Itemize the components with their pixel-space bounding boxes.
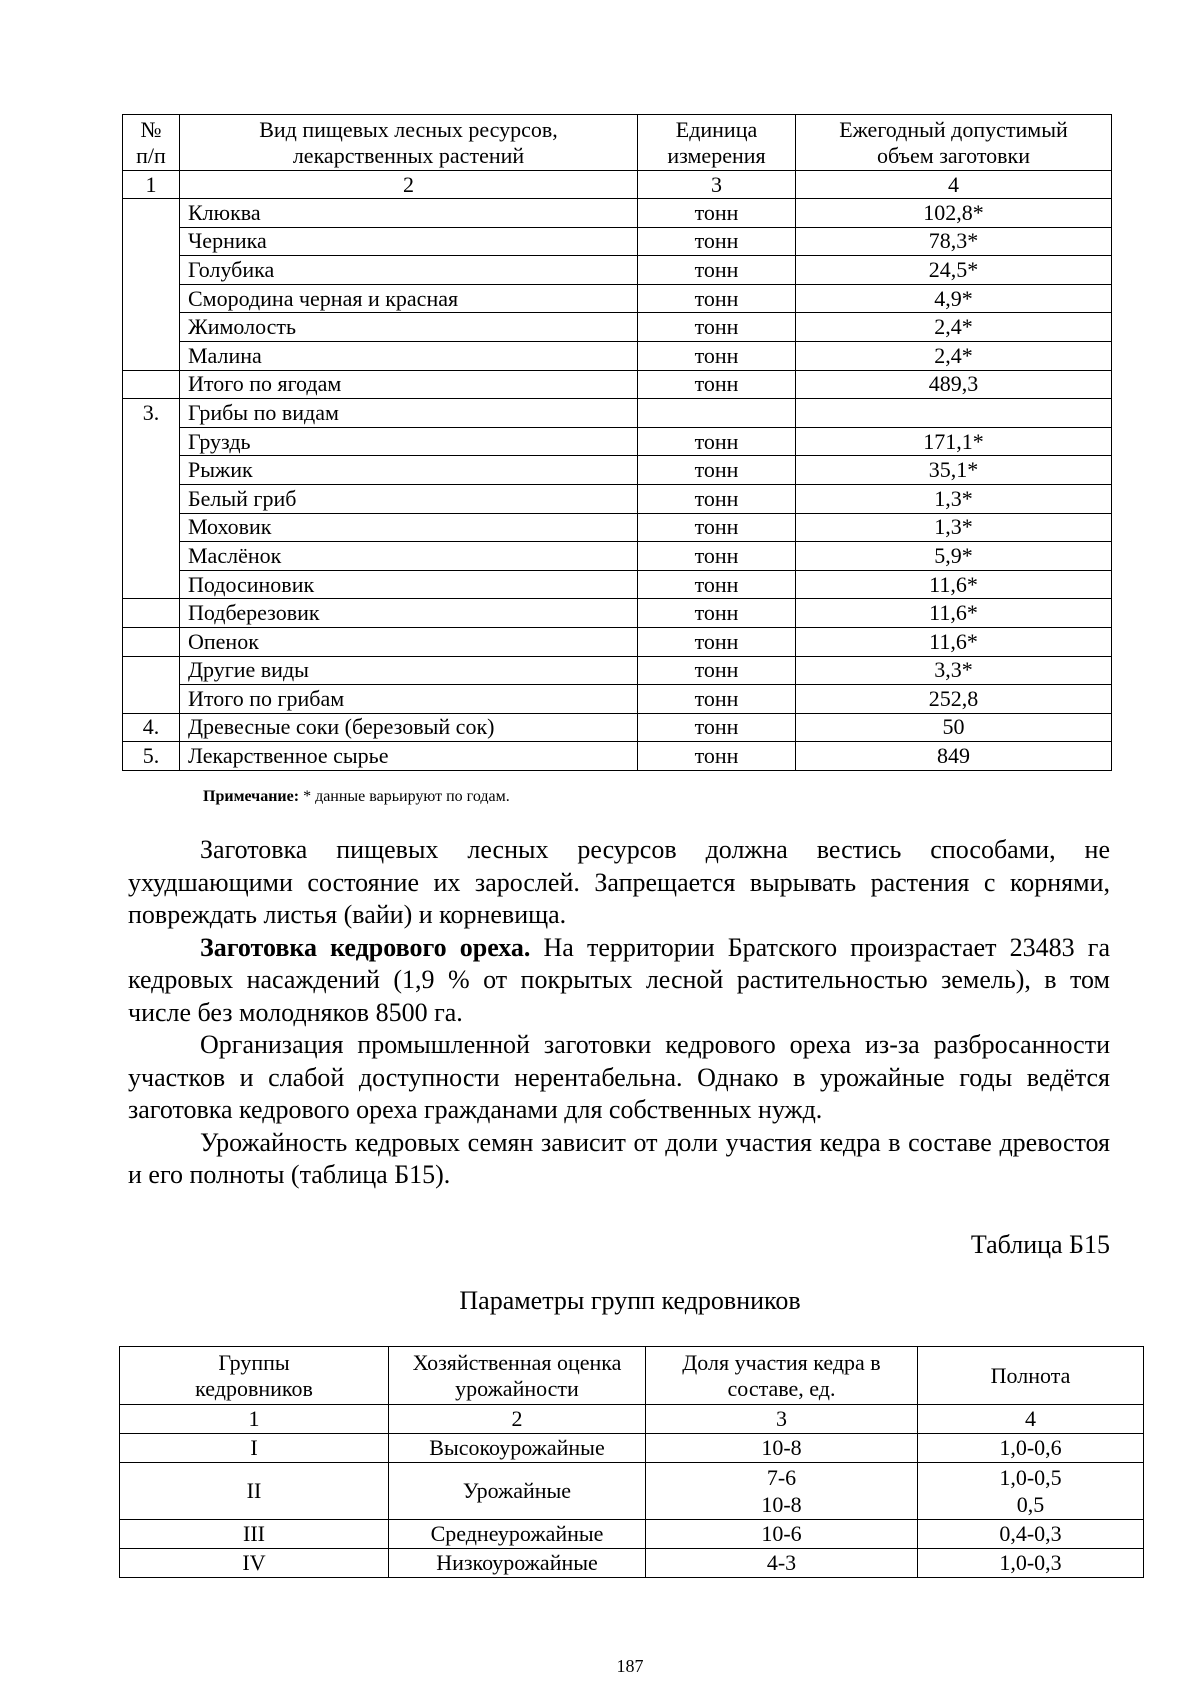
table-note <box>203 788 510 806</box>
resource-name: Древесные соки (березовый сок) <box>180 713 638 742</box>
volume-cell: 5,9* <box>796 542 1112 571</box>
column-number: 4 <box>796 171 1112 199</box>
header-number <box>123 115 180 171</box>
table-row <box>123 456 1112 485</box>
row-number <box>123 513 180 542</box>
density-cell-value: 1,0-0,6 <box>999 1435 1062 1460</box>
share-cell <box>646 1434 918 1463</box>
table-row <box>123 656 1112 685</box>
row-number <box>123 627 180 656</box>
header-share-line1: Доля участия кедра в <box>682 1350 881 1376</box>
header-density <box>918 1347 1144 1405</box>
volume-cell: 24,5* <box>796 256 1112 285</box>
volume-cell: 1,3* <box>796 513 1112 542</box>
unit-cell: тонн <box>638 456 796 485</box>
resource-name: Итого по грибам <box>180 685 638 714</box>
resource-name: Моховик <box>180 513 638 542</box>
header-unit <box>638 115 796 171</box>
unit-cell: тонн <box>638 599 796 628</box>
table-row <box>123 399 1112 428</box>
column-number: 3 <box>638 171 796 199</box>
table-row <box>123 599 1112 628</box>
cedar-groups-table <box>119 1346 1144 1578</box>
volume-cell: 4,9* <box>796 284 1112 313</box>
share-cell <box>646 1520 918 1549</box>
share-cell-value: 10-6 <box>761 1521 802 1546</box>
row-number <box>123 542 180 571</box>
table-row <box>123 284 1112 313</box>
row-number: 3. <box>123 399 180 428</box>
header-volume-line1: Ежегодный допустимый <box>839 117 1068 143</box>
table-row <box>123 256 1112 285</box>
density-cell-value: 0,4-0,3 <box>999 1521 1062 1546</box>
volume-cell: 2,4* <box>796 313 1112 342</box>
unit-cell: тонн <box>638 742 796 771</box>
page-number: 187 <box>616 1656 644 1676</box>
row-number <box>123 656 180 685</box>
column-number: 4 <box>918 1405 1144 1434</box>
table-reference: Таблица Б15 <box>970 1230 1110 1259</box>
table-row <box>123 313 1112 342</box>
table-row <box>123 713 1112 742</box>
resource-name: Жимолость <box>180 313 638 342</box>
group-cell: IV <box>120 1549 389 1578</box>
column-number: 2 <box>389 1405 646 1434</box>
table-row <box>123 513 1112 542</box>
table-row <box>123 484 1112 513</box>
table-row <box>120 1434 1144 1463</box>
unit-cell: тонн <box>638 313 796 342</box>
density-cell <box>918 1434 1144 1463</box>
unit-cell <box>638 399 796 428</box>
volume-cell: 50 <box>796 713 1112 742</box>
density-cell-value: 1,0-0,5 <box>999 1464 1062 1490</box>
paragraph: Заготовка пищевых лесных ресурсов должна вестись способами, не ухудшающими состояние их зарослей. Запрещается вырывать растения с корнями, повреждать листья (вайи) и корневища. <box>128 835 1110 929</box>
unit-cell: тонн <box>638 199 796 228</box>
evaluation-cell: Урожайные <box>389 1463 646 1520</box>
header-resource-line1: Вид пищевых лесных ресурсов, <box>259 117 558 143</box>
table-row <box>123 341 1112 370</box>
group-cell: II <box>120 1463 389 1520</box>
column-number: 1 <box>123 171 180 199</box>
unit-cell: тонн <box>638 284 796 313</box>
unit-cell: тонн <box>638 542 796 571</box>
resource-name: Грибы по видам <box>180 399 638 428</box>
density-cell-value: 1,0-0,3 <box>999 1550 1062 1575</box>
resource-name: Малина <box>180 341 638 370</box>
row-number <box>123 484 180 513</box>
unit-cell: тонн <box>638 570 796 599</box>
volume-cell: 252,8 <box>796 685 1112 714</box>
table-title: Параметры групп кедровников <box>459 1286 801 1315</box>
header-resource-line2: лекарственных растений <box>292 142 525 168</box>
resource-name: Подосиновик <box>180 570 638 599</box>
unit-cell: тонн <box>638 713 796 742</box>
header-evaluation <box>389 1347 646 1405</box>
share-cell-value: 10-8 <box>761 1435 802 1460</box>
share-cell-value: 10-8 <box>761 1492 802 1517</box>
header-resource-type <box>180 115 638 171</box>
row-number <box>123 227 180 256</box>
unit-cell: тонн <box>638 427 796 456</box>
resource-name: Белый гриб <box>180 484 638 513</box>
row-number <box>123 256 180 285</box>
header-unit-line2: измерения <box>667 142 766 168</box>
header-groups-line2: кедровников <box>195 1375 313 1401</box>
resource-name: Итого по ягодам <box>180 370 638 399</box>
row-number: 5. <box>123 742 180 771</box>
row-number <box>123 341 180 370</box>
table-row <box>123 570 1112 599</box>
share-cell <box>646 1549 918 1578</box>
table-row <box>123 542 1112 571</box>
resource-name: Груздь <box>180 427 638 456</box>
column-numbers-row <box>123 171 1112 199</box>
resource-name: Клюква <box>180 199 638 228</box>
volume-cell: 171,1* <box>796 427 1112 456</box>
paragraph <box>128 932 1110 1030</box>
row-number <box>123 599 180 628</box>
resource-name: Смородина черная и красная <box>180 284 638 313</box>
table-row <box>120 1549 1144 1578</box>
table-row <box>123 685 1112 714</box>
header-density-line1: Полнота <box>990 1362 1071 1388</box>
resource-name: Черника <box>180 227 638 256</box>
volume-cell: 3,3* <box>796 656 1112 685</box>
header-number-line2: п/п <box>136 142 166 168</box>
header-volume <box>796 115 1112 171</box>
resources-table <box>122 114 1112 771</box>
row-number <box>123 685 180 714</box>
density-cell <box>918 1549 1144 1578</box>
share-cell-value: 4-3 <box>766 1550 797 1575</box>
unit-cell: тонн <box>638 484 796 513</box>
density-cell-value: 0,5 <box>1016 1492 1045 1517</box>
column-number: 3 <box>646 1405 918 1434</box>
resource-name: Голубика <box>180 256 638 285</box>
volume-cell: 35,1* <box>796 456 1112 485</box>
row-number <box>123 570 180 599</box>
volume-cell: 78,3* <box>796 227 1112 256</box>
paragraph-text: На территории Братского произрастает 23483 га кедровых насаждений (1,9 % от покрытых лесной растительностью земель), в том числе без молодняков 8500 га. <box>128 932 1110 1027</box>
group-cell: I <box>120 1434 389 1463</box>
header-share <box>646 1347 918 1405</box>
row-number <box>123 370 180 399</box>
row-number <box>123 284 180 313</box>
volume-cell: 849 <box>796 742 1112 771</box>
header-groups-line1: Группы <box>218 1350 290 1376</box>
density-cell <box>918 1463 1144 1520</box>
resource-name: Подберезовик <box>180 599 638 628</box>
paragraph-heading: Заготовка кедрового ореха. <box>200 932 531 962</box>
resources-table-header <box>123 115 1112 171</box>
body-text <box>128 834 1110 1192</box>
unit-cell: тонн <box>638 341 796 370</box>
evaluation-cell: Низкоурожайные <box>389 1549 646 1578</box>
unit-cell: тонн <box>638 370 796 399</box>
table-row <box>123 627 1112 656</box>
header-volume-line2: объем заготовки <box>876 142 1031 168</box>
header-unit-line1: Единица <box>675 117 758 143</box>
unit-cell: тонн <box>638 627 796 656</box>
volume-cell: 11,6* <box>796 570 1112 599</box>
unit-cell: тонн <box>638 256 796 285</box>
share-cell-value: 7-6 <box>766 1464 797 1490</box>
unit-cell: тонн <box>638 513 796 542</box>
row-number <box>123 427 180 456</box>
share-cell <box>646 1463 918 1520</box>
table-row <box>123 199 1112 228</box>
group-cell: III <box>120 1520 389 1549</box>
table-row <box>120 1520 1144 1549</box>
row-number <box>123 456 180 485</box>
unit-cell: тонн <box>638 685 796 714</box>
volume-cell: 102,8* <box>796 199 1112 228</box>
evaluation-cell: Высокоурожайные <box>389 1434 646 1463</box>
resource-name: Рыжик <box>180 456 638 485</box>
note-text: * данные варьируют по годам. <box>299 788 510 805</box>
header-evaluation-line1: Хозяйственная оценка <box>412 1350 622 1376</box>
row-number: 4. <box>123 713 180 742</box>
volume-cell: 2,4* <box>796 341 1112 370</box>
density-cell <box>918 1520 1144 1549</box>
column-numbers-row <box>120 1405 1144 1434</box>
resource-name: Опенок <box>180 627 638 656</box>
paragraph: Урожайность кедровых семян зависит от доли участия кедра в составе древостоя и его полноты (таблица Б15). <box>128 1127 1110 1189</box>
header-share-line2: составе, ед. <box>727 1375 836 1401</box>
table-row <box>123 227 1112 256</box>
volume-cell: 489,3 <box>796 370 1112 399</box>
volume-cell: 1,3* <box>796 484 1112 513</box>
table-row <box>123 742 1112 771</box>
volume-cell <box>796 399 1112 428</box>
unit-cell: тонн <box>638 227 796 256</box>
resource-name: Другие виды <box>180 656 638 685</box>
volume-cell: 11,6* <box>796 627 1112 656</box>
resource-name: Лекарственное сырье <box>180 742 638 771</box>
header-evaluation-line2: урожайности <box>455 1375 579 1401</box>
header-number-line1: № <box>140 117 162 143</box>
table-row <box>123 427 1112 456</box>
column-number: 1 <box>120 1405 389 1434</box>
header-groups <box>120 1347 389 1405</box>
table-row <box>123 370 1112 399</box>
cedar-table-header <box>120 1347 1144 1405</box>
table-row <box>120 1463 1144 1520</box>
resource-name: Маслёнок <box>180 542 638 571</box>
row-number <box>123 313 180 342</box>
volume-cell: 11,6* <box>796 599 1112 628</box>
note-label: Примечание: <box>203 788 300 805</box>
evaluation-cell: Среднеурожайные <box>389 1520 646 1549</box>
unit-cell: тонн <box>638 656 796 685</box>
paragraph: Организация промышленной заготовки кедрового ореха из-за разбросанности участков и слабой доступности нерентабельна. Однако в урожайные годы ведётся заготовка кедрового ореха гражданами для собственных нужд. <box>128 1030 1110 1124</box>
row-number <box>123 199 180 228</box>
column-number: 2 <box>180 171 638 199</box>
